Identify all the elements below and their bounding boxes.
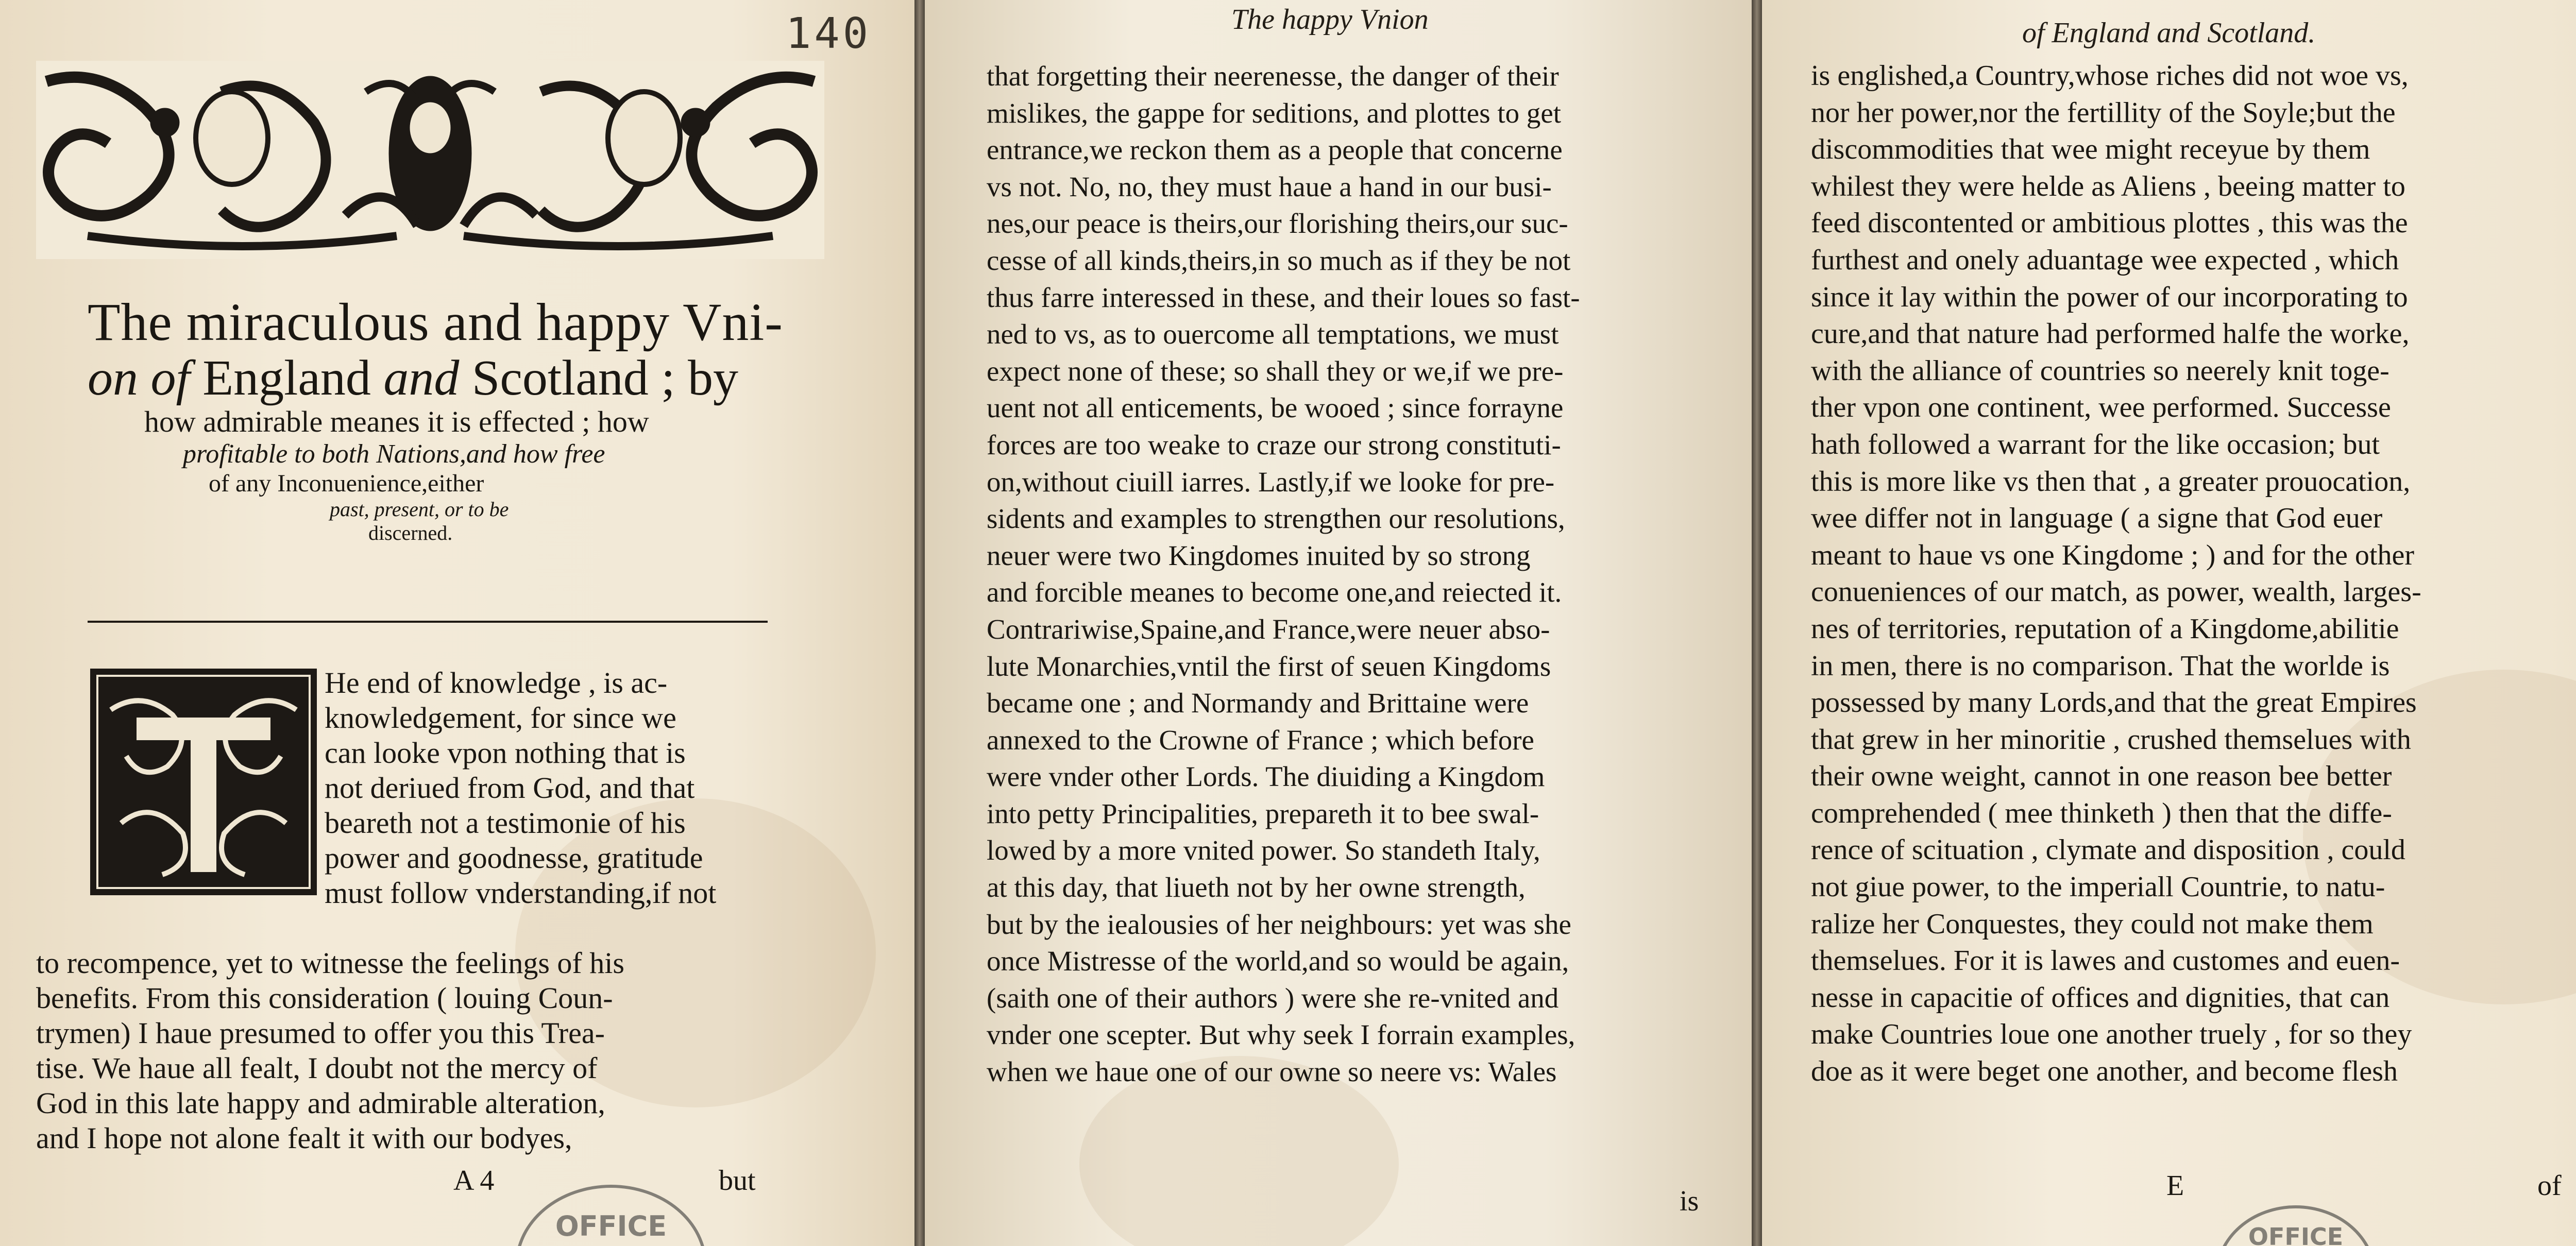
page-number-left: 140 [786,9,872,58]
text-line: forces are too weake to craze our strong constituti- [987,429,1561,460]
title-line-1: The miraculous and happy Vni- [88,293,783,352]
text-line: furthest and onely aduantage wee expected , which [1811,244,2399,276]
text-line: ralize her Conquestes, they could not make them [1811,908,2374,940]
body-text [1811,58,2553,1090]
text-line: that grew in her minoritie , crushed themselues with [1811,723,2411,756]
catchword: is [1680,1185,1699,1217]
body-text-full-width [36,946,773,1156]
text-line: must follow vnderstanding,if not [325,876,717,910]
library-stamp: OFFICE [2215,1205,2376,1246]
text-line: into petty Principalities, prepareth it to bee swal- [987,797,1539,829]
text-line: power and goodnesse, gratitude [325,841,703,875]
text-line: meant to haue vs one Kingdome ; ) and for the other [1811,539,2414,571]
text-line: God in this late happy and admirable alteration, [36,1086,605,1120]
text-line: uent not all enticements, be wooed ; since forrayne [987,392,1564,424]
text-line: doe as it were beget one another, and become flesh [1811,1055,2398,1088]
text-line: expect none of these; so shall they or we,if we pre- [987,355,1564,387]
book-title-block [88,294,799,545]
text-line: beareth not a testimonie of his [325,806,686,840]
text-line: nesse in capacitie of offices and dignities, that can [1811,981,2390,1014]
text-line: themselues. For it is lawes and customes and euen- [1811,945,2400,977]
text-line: is englished,a Country,whose riches did not woe vs, [1811,60,2409,92]
right-page [1762,0,2576,1246]
text-line: make Countries loue one another truely , for so they [1811,1018,2412,1051]
text-line: neuer were two Kingdomes inuited by so strong [987,539,1531,571]
text-line: with the alliance of countries so neerely knit toge- [1811,354,2389,387]
left-page [0,0,914,1246]
gutter-left [914,0,925,1246]
text-line: nes of territories, reputation of a Kingdome,abilitie [1811,612,2399,645]
library-stamp: OFFICE [515,1185,707,1246]
text-line: ned to vs, as to ouercome all temptations, we must [987,318,1559,350]
text-line: vs not. No, no, they must haue a hand in our busi- [987,170,1552,202]
text-line: were vnder other Lords. The diuiding a Kingdom [987,761,1545,793]
decorative-headpiece [36,61,824,259]
text-line: thus farre interessed in these, and their loues so fast- [987,281,1580,313]
text-line: but by the iealousies of her neighbours: yet was she [987,908,1571,940]
text-line: knowledgement, for since we [325,701,676,735]
title-line-7: discerned. [368,521,453,544]
text-line: nor her power,nor the fertillity of the Soyle;but the [1811,96,2396,129]
text-line: discommodities that wee might receyue by them [1811,133,2370,166]
text-line: on,without ciuill iarres. Lastly,if we looke for pre- [987,466,1555,498]
text-line: feed discontented or ambitious plottes , this was the [1811,207,2408,240]
text-line: once Mistresse of the world,and so would be again, [987,945,1569,977]
body-text-beside-initial [325,665,773,911]
text-line: and forcible meanes to become one,and reiected it. [987,576,1562,608]
text-line: that forgetting their neerenesse, the danger of their [987,60,1559,92]
text-line: lute Monarchies,vntil the first of seuen Kingdoms [987,650,1551,682]
text-line: since it lay within the power of our incorporating to [1811,281,2408,313]
text-line: mislikes, the gappe for seditions, and plottes to get [987,97,1562,129]
text-line: sidents and examples to strengthen our resolutions, [987,503,1565,535]
text-line: when we haue one of our owne so neere vs: Wales [987,1056,1557,1088]
text-line: comprehended ( mee thinketh ) then that the diffe- [1811,797,2392,829]
text-line: nes,our peace is theirs,our florishing theirs,our suc- [987,208,1568,240]
gutter-right [1752,0,1762,1246]
text-line: entrance,we reckon them as a people that concerne [987,134,1563,166]
text-line: benefits. From this consideration ( louing Coun- [36,981,613,1015]
running-head: of England and Scotland. [2022,17,2316,49]
text-line: Contrariwise,Spaine,and France,were neuer abso- [987,613,1550,645]
text-line: in men, there is no comparison. That the worlde is [1811,650,2390,682]
text-line: vnder one scepter. But why seek I forrain examples, [987,1019,1575,1051]
text-line: lowed by a more vnited power. So standeth Italy, [987,834,1540,866]
text-line: wee differ not in language ( a signe that God euer [1811,502,2383,535]
text-line: and I hope not alone fealt it with our bodyes, [36,1121,572,1155]
text-line: conueniences of our match, as power, wealth, larges- [1811,576,2421,608]
text-line: can looke vpon nothing that is [325,736,686,770]
text-line: rence of scituation , clymate and disposition , could [1811,834,2405,866]
title-line-6: past, present, or to be [330,498,509,521]
title-line-4: profitable to both Nations,and how free [183,439,605,469]
text-line: ther vpon one continent, wee performed. Successe [1811,391,2391,424]
text-line: cure,and that nature had performed halfe the worke, [1811,318,2410,350]
text-line: to recompence, yet to witnesse the feelings of his [36,946,624,980]
middle-page [925,0,1752,1246]
text-line: trymen) I haue presumed to offer you this Trea- [36,1016,605,1050]
text-line: (saith one of their authors ) were she re-vnited and [987,982,1559,1014]
running-head: The happy Vnion [1231,4,1429,36]
text-line: cesse of all kinds,theirs,in so much as if they be not [987,244,1571,276]
text-line: He end of knowledge , is ac- [325,666,668,699]
text-line: tise. We haue all fealt, I doubt not the mercy of [36,1051,598,1085]
text-line: whilest they were helde as Aliens , beeing matter to [1811,170,2405,202]
text-line: hath followed a warrant for the like occasion; but [1811,428,2380,460]
decorated-initial-T [90,669,317,895]
catchword: of [2537,1170,2562,1202]
body-text [987,58,1705,1090]
text-line: their owne weight, cannot in one reason bee better [1811,760,2392,793]
text-line: at this day, that liueth not by her owne strength, [987,872,1526,903]
title-line-5: of any Inconuenience,either [209,470,484,497]
catchword: but [719,1165,756,1197]
text-line: became one ; and Normandy and Brittaine were [987,687,1529,719]
text-line: not giue power, to the imperiall Countrie, to natu- [1811,871,2385,903]
text-line: this is more like vs then that , a greater prouocation, [1811,465,2411,498]
text-line: possessed by many Lords,and that the great Empires [1811,687,2417,719]
text-line: not deriued from God, and that [325,771,695,805]
signature-mark: A 4 [453,1165,495,1197]
title-rule [88,621,768,623]
text-line: annexed to the Crowne of France ; which before [987,724,1534,756]
title-line-2: on of England and Scotland ; by [88,350,739,406]
signature-mark: E [2166,1170,2184,1202]
title-line-3: how admirable meanes it is effected ; how [144,405,649,438]
